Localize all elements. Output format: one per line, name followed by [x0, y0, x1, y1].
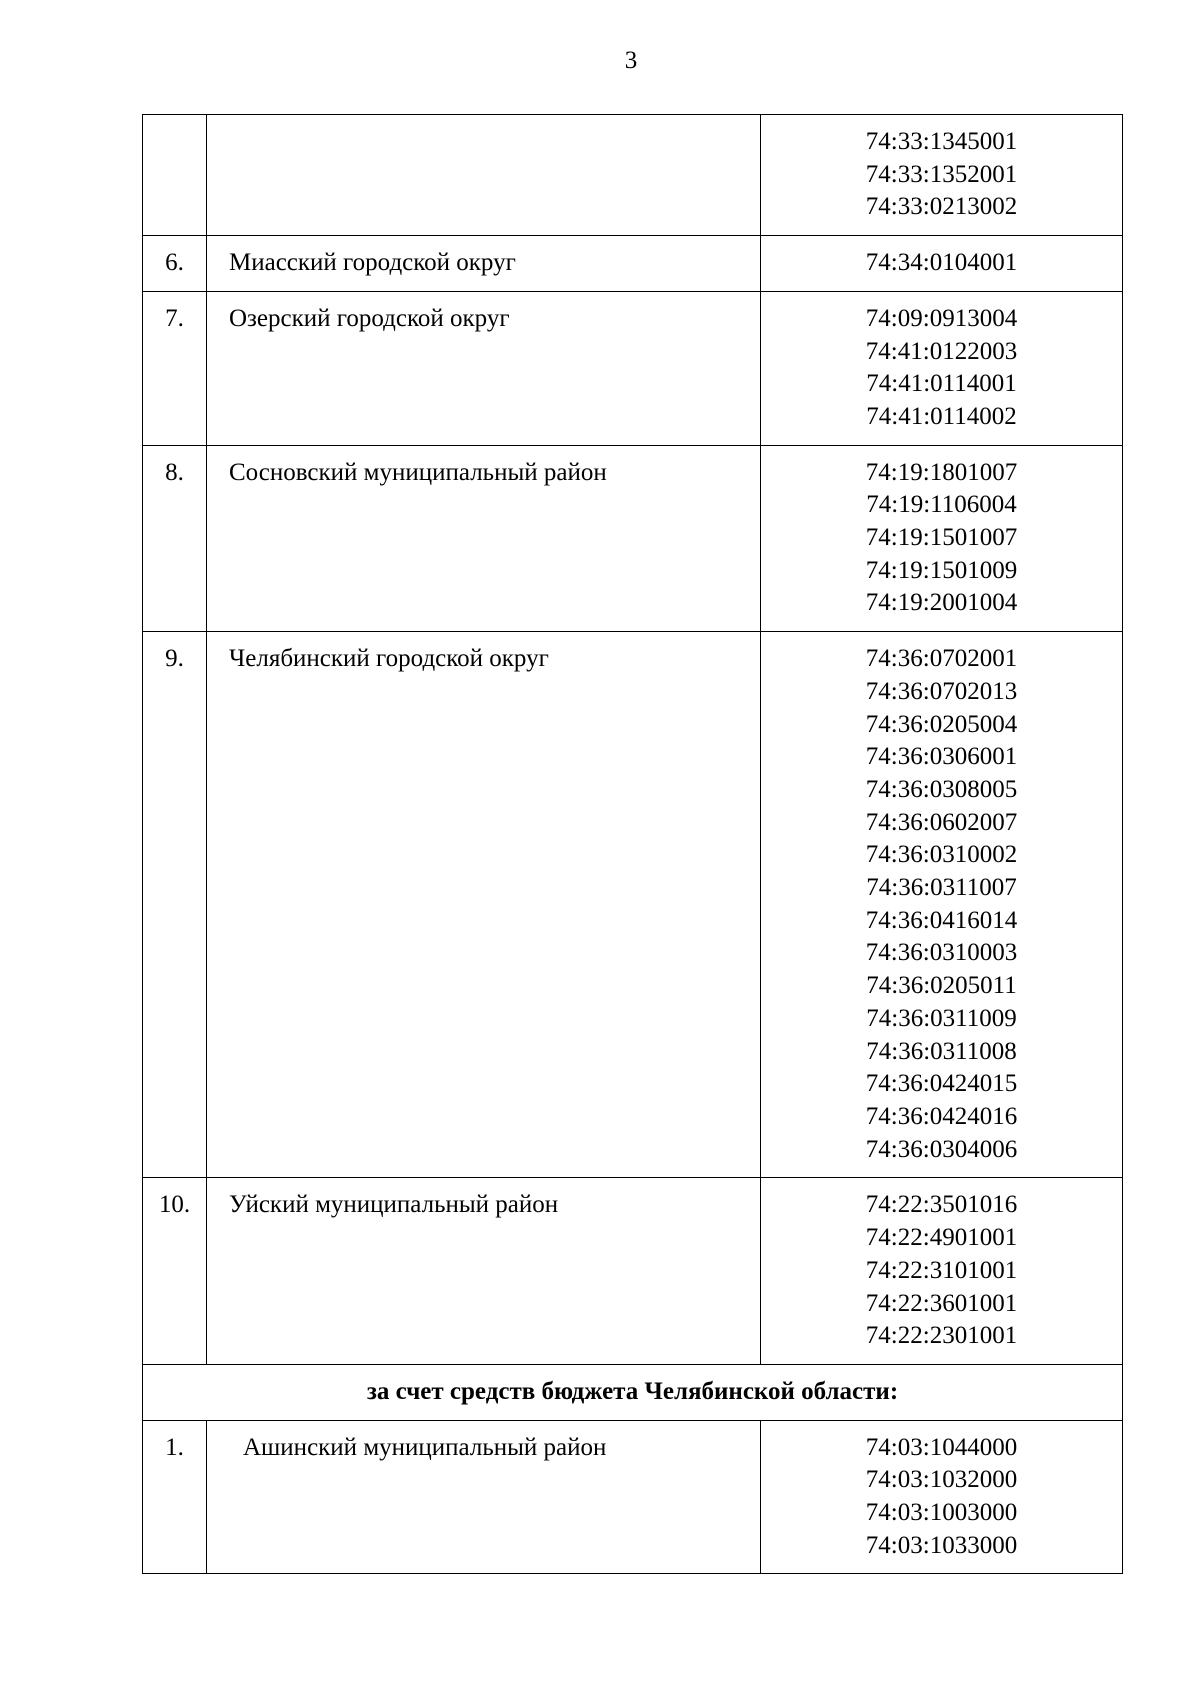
cadastral-code: 74:36:0424016 — [865, 1102, 1018, 1130]
cadastral-codes — [761, 115, 1123, 236]
cadastral-code: 74:22:2301001 — [865, 1322, 1018, 1350]
cadastral-code: 74:36:0308005 — [865, 775, 1018, 803]
cadastral-code: 74:22:3101001 — [865, 1256, 1018, 1284]
municipality-name: Озерский городской округ — [207, 291, 761, 445]
cadastral-codes — [761, 236, 1123, 292]
cadastral-code: 74:36:0702001 — [865, 645, 1018, 673]
row-number: 6. — [143, 236, 207, 292]
cadastral-code: 74:33:1345001 — [865, 128, 1018, 155]
cadastral-code: 74:36:0310003 — [865, 939, 1018, 967]
cadastral-code: 74:22:3601001 — [865, 1289, 1018, 1317]
cadastral-code: 74:36:0205004 — [865, 710, 1018, 738]
table-row — [143, 1420, 1123, 1574]
table-row — [143, 1178, 1123, 1365]
cadastral-code: 74:03:1003000 — [865, 1499, 1018, 1527]
cadastral-code: 74:33:1352001 — [865, 160, 1018, 188]
section-heading: за счет средств бюджета Челябинской области: — [143, 1364, 1123, 1420]
cadastral-codes — [761, 632, 1123, 1178]
page-number: 3 — [624, 47, 638, 74]
row-number: 10. — [143, 1178, 207, 1365]
cadastral-codes — [761, 445, 1123, 632]
cadastral-code: 74:36:0310002 — [865, 841, 1018, 869]
row-number: 9. — [143, 632, 207, 1178]
municipality-name: Сосновский муниципальный район — [207, 445, 761, 632]
cadastral-code: 74:19:1501007 — [865, 524, 1018, 552]
cadastral-code: 74:36:0306001 — [865, 743, 1018, 771]
municipality-name — [207, 115, 761, 236]
cadastral-code: 74:36:0311007 — [866, 874, 1017, 902]
cadastral-code: 74:33:0213002 — [865, 193, 1018, 221]
table-row — [143, 632, 1123, 1178]
cadastral-table — [142, 114, 1123, 1574]
section-heading-row — [143, 1364, 1123, 1420]
cadastral-code: 74:03:1032000 — [865, 1466, 1018, 1494]
municipality-name: Уйский муниципальный район — [207, 1178, 761, 1365]
cadastral-code: 74:36:0311008 — [866, 1037, 1017, 1065]
cadastral-code: 74:36:0205011 — [866, 972, 1017, 1000]
cadastral-code: 74:19:1106004 — [866, 491, 1017, 519]
cadastral-code: 74:19:2001004 — [865, 589, 1018, 617]
cadastral-code: 74:36:0602007 — [865, 808, 1018, 836]
cadastral-code: 74:09:0913004 — [865, 304, 1018, 332]
table-row — [143, 115, 1123, 236]
cadastral-codes — [761, 1178, 1123, 1365]
cadastral-code: 74:19:1501009 — [865, 556, 1018, 584]
row-number — [143, 115, 207, 236]
table-row — [143, 445, 1123, 632]
cadastral-code: 74:36:0416014 — [865, 906, 1018, 934]
cadastral-code: 74:34:0104001 — [865, 249, 1018, 277]
municipality-name: Челябинский городской округ — [207, 632, 761, 1178]
cadastral-code: 74:41:0114002 — [866, 402, 1017, 430]
table-body — [143, 115, 1123, 1574]
cadastral-code: 74:19:1801007 — [865, 458, 1018, 486]
cadastral-code: 74:03:1044000 — [865, 1433, 1018, 1461]
row-number: 8. — [143, 445, 207, 632]
municipality-name: Миасский городской округ — [207, 236, 761, 292]
cadastral-codes — [761, 1420, 1123, 1574]
cadastral-code: 74:36:0702013 — [865, 677, 1018, 705]
cadastral-code: 74:22:4901001 — [865, 1224, 1018, 1252]
row-number: 7. — [143, 291, 207, 445]
cadastral-code: 74:41:0114001 — [866, 370, 1017, 398]
cadastral-code: 74:36:0304006 — [865, 1135, 1018, 1163]
cadastral-code: 74:41:0122003 — [865, 337, 1018, 365]
cadastral-code: 74:03:1033000 — [865, 1531, 1018, 1559]
table-row — [143, 236, 1123, 292]
municipality-name: Ашинский муниципальный район — [207, 1420, 761, 1574]
table-row — [143, 291, 1123, 445]
cadastral-code: 74:36:0311009 — [866, 1004, 1017, 1032]
row-number: 1. — [143, 1420, 207, 1574]
cadastral-code: 74:22:3501016 — [865, 1191, 1018, 1219]
cadastral-codes — [761, 291, 1123, 445]
cadastral-code: 74:36:0424015 — [865, 1070, 1018, 1098]
